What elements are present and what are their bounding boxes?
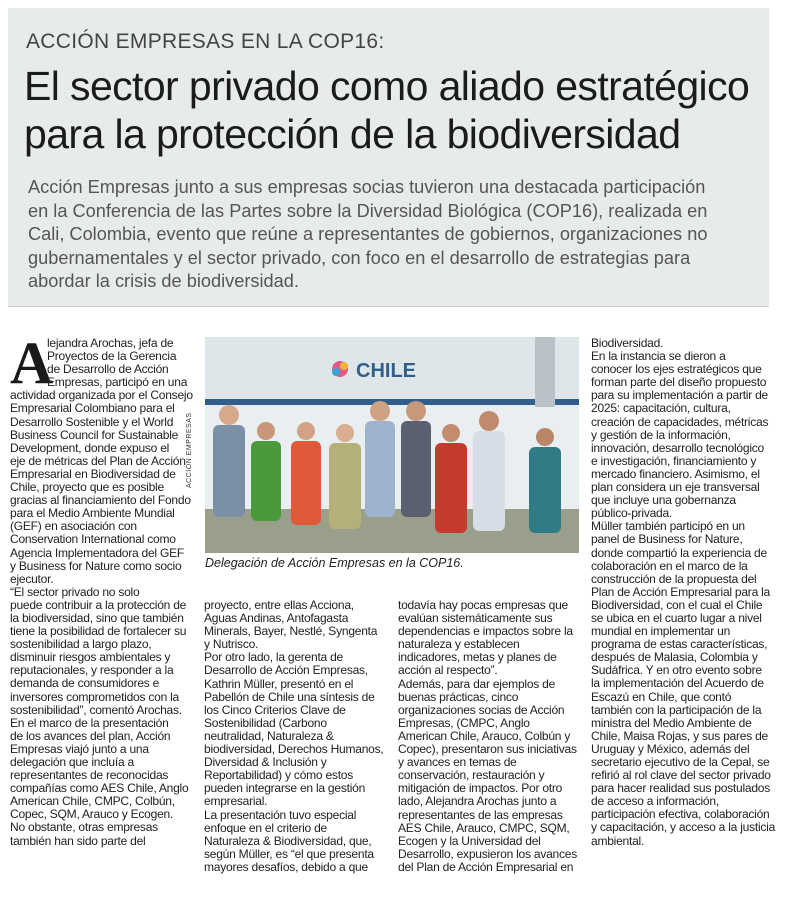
article-kicker: ACCIÓN EMPRESAS EN LA COP16: [26,30,385,53]
text-line: Además, para dar ejemplos de [398,676,556,691]
text-line: gracias al financiamiento del Fondo [10,493,191,508]
text-line: biodiversidad, Derechos Humanos, [204,742,384,757]
text-line: delegación que incluía a [10,755,134,769]
text-line: colaboración en el marco de la [591,558,748,573]
text-line: Chile, Maisa Rojas, y sus pares de [591,728,768,743]
text-line: evalúan sistemáticamente sus [398,611,553,626]
text-line: mundial en implementar un [591,624,731,639]
text-line: mitigación de impactos. Por otro [398,781,563,796]
text-line: Müller también participó en un [591,519,745,534]
text-line: Por otro lado, la gerenta de [204,650,343,665]
chile-sign: CHILE [356,360,416,382]
text-line: Desarrollo Sostenible y el World [10,414,174,429]
photo-credit: ACCIÓN EMPRESAS [186,412,193,488]
text-line: secretario ejecutivo de la Cepal, se [591,755,770,769]
text-line: representantes de reconocidas [10,768,169,783]
text-line: participación efectiva, colaboración [591,807,770,822]
body-column-1 [10,330,195,848]
text-line: según Müller, es “el que presenta [204,846,374,861]
text-line: de acceso a información, [591,794,719,809]
text-line: programa de estas características, [591,637,768,652]
text-line: y avances en temas de [398,755,517,770]
text-line: y capacitación, y acceso a la justicia [591,820,776,835]
text-line: Plan de Acción Empresarial para la [591,584,770,599]
lead-line: abordar la crisis de biodiversidad. [28,271,299,291]
text-line: ejecutor. [10,571,54,586]
article-lead [28,176,768,294]
text-line: tiene la posibilidad de fortalecer su [10,624,187,639]
text-line: para hacer realidad sus postulados [591,781,771,796]
text-line: American Chile, Arauco, Colbún y [398,728,571,743]
text-line: Empresas viajó junto a una [10,741,149,756]
text-line: naturaleza y establecen [398,637,520,652]
text-line: plan considera un eje transversal [591,480,760,495]
text-line: Ecogen y la Universidad del [398,833,541,848]
text-line: En el marco de la presentación [10,715,169,730]
text-line: sostenibilidad a largo plazo, [10,637,152,652]
text-line: Desarrollo de Acción Empresas, [204,663,368,678]
text-line: de Desarrollo de Acción [47,362,169,377]
text-line: Empresas, (CMPC, Anglo [398,715,530,730]
text-line: AES Chile, Arauco, CMPC, SQM, [398,820,570,835]
text-line: Desarrollo, expusieron los avances [398,846,577,861]
text-line: Copec), presentaron sus iniciativas [398,742,577,757]
text-line: Minerals, Bayer, Nestlé, Syngenta [204,624,378,639]
headline-line: para la protección de la biodiversidad [24,111,681,157]
text-line: acción al respecto”. [398,663,498,678]
text-line: y gestión de la información, [591,427,731,442]
text-line: No obstante, otras empresas [10,820,158,835]
text-line: mercado financiero. Asimismo, el [591,466,760,481]
text-line: 2025: capacitación, cultura, [591,401,731,416]
text-line: innovación, desarrollo tecnológico [591,440,764,455]
text-line: Kathrin Müller, presentó en el [204,676,354,691]
text-line: ambiental. [591,833,645,848]
text-line: compañías como AES Chile, Anglo [10,781,189,796]
text-line: Pabellón de Chile una síntesis de [204,689,375,704]
text-line: Uruguay y México, además del [591,741,750,756]
text-line: refirió al rol clave del sector privado [591,768,771,783]
lead-line: Acción Empresas junto a sus empresas socias tuvieron una destacada participación [28,177,706,197]
text-line: La presentación tuvo especial [204,807,357,822]
text-line: disminuir riesgos ambientales y [10,650,171,665]
text-line: Empresarial Colombiano para el [10,401,175,416]
text-line: organizaciones socias de Acción [398,702,565,717]
text-line: y Nutrisco. [204,637,259,652]
text-line: después de Malasia, Colombia y [591,650,758,665]
text-line: la biodiversidad, sino que también [10,610,184,625]
text-line: del Plan de Acción Empresarial en [398,859,574,874]
text-line: Business Council for Sustainable [10,427,179,442]
text-line: empresarial. [204,794,268,809]
delegation-photo [205,337,579,553]
text-line: En la instancia se dieron a [591,349,726,364]
text-line: se ubica en el cuarto lugar a nivel [591,610,762,625]
text-line: también con la participación de la [591,702,762,717]
text-line: American Chile, CMPC, Colbún, [10,794,175,809]
text-line: Aguas Andinas, Antofagasta [204,611,349,626]
text-line: construcción de la propuesta del [591,571,757,586]
text-line: para el Medio Ambiente Mundial [10,506,175,521]
text-line: Sudáfrica. Y en otro evento sobre [591,663,762,678]
text-line: mayores desafíos, debido a que [204,859,368,874]
text-line: dependencias e impactos sobre la [398,624,573,639]
lead-line: Cali, Colombia, evento que reúne a representantes de gobiernos, organizaciones no [28,224,708,244]
article-header [8,8,769,307]
text-line: Development, donde expuso el [10,440,170,455]
article-headline [24,62,764,158]
text-line: que incluye una gobernanza [591,493,736,508]
body-column-2 [204,599,394,874]
text-line: e investigación, financiamiento y [591,453,757,468]
text-line: eje de métricas del Plan de Acción [10,453,186,468]
photo-illustration [205,337,579,553]
text-line: Conservation International como [10,532,176,547]
text-line: proyecto, entre ellas Acciona, [204,598,354,612]
text-line: forman parte del diseño propuesto [591,375,767,390]
text-line: para su implementación a partir de [591,388,768,403]
text-line: Empresas, participó en una [47,375,188,390]
text-line: reputacionales, y responder a la [10,663,174,678]
text-line: Biodiversidad, con el cual el Chile [591,597,763,612]
text-line: enfoque en el criterio de [204,820,328,835]
text-line: la implementación del Acuerdo de [591,676,764,691]
text-line: actividad organizada por el Consejo [10,388,193,403]
text-line: Empresarial en Biodiversidad de [10,466,176,481]
lead-line: gubernamentales y el sector privado, con foco en el desarrollo de estrategias para [28,247,691,268]
text-line: todavía hay pocas empresas que [398,598,568,612]
text-line: Diversidad & Inclusión y [204,755,327,770]
text-line: también han sido parte del [10,833,146,848]
drop-cap: A [10,330,54,396]
text-line: Sostenibilidad (Carbono [204,715,327,730]
text-line: y Business for Nature como socio [10,558,182,573]
text-line: conocer los ejes estratégicos que [591,362,762,377]
text-line: los Cinco Criterios Clave de [204,702,346,717]
photo-caption: Delegación de Acción Empresas en la COP16. [205,556,464,570]
text-line: neutralidad, Naturaleza & [204,728,334,743]
lead-line: en la Conferencia de las Partes sobre la Diversidad Biológica (COP16), realizada en [28,200,708,221]
text-line: inversores comprometidos con la [10,689,180,704]
text-line: demanda de consumidores e [10,676,160,691]
text-line: Proyectos de la Gerencia [47,349,177,364]
headline-line: El sector privado como aliado estratégico [24,63,750,109]
text-line: pueden integrarse en la gestión [204,781,366,796]
text-line: ministra del Medio Ambiente de [591,715,752,730]
text-line: “El sector privado no solo [10,584,140,599]
text-line: conservación, restauración y [398,768,545,783]
text-line: sostenibilidad”, comentó Arochas. [10,702,182,717]
text-line: Copec, SQM, Arauco y Ecogen. [10,807,174,822]
cop16-logo-icon [332,361,348,377]
text-line: buenas prácticas, cinco [398,689,519,704]
text-line: (GEF) en asociación con [10,519,137,534]
body-column-4 [591,337,777,848]
text-line: creación de capacidades, métricas [591,414,769,429]
text-line: de los avances del plan, Acción [10,728,171,743]
text-line: indicadores, metas y planes de [398,650,557,665]
text-line: Naturaleza & Biodiversidad, que, [204,833,372,848]
text-line: Agencia Implementadora del GEF [10,545,184,560]
text-line: representantes de las empresas [398,807,563,822]
text-line: lejandra Arochas, jefa de [47,336,174,350]
text-line: público-privada. [591,506,673,521]
text-line: Biodiversidad. [591,336,664,350]
text-line: puede contribuir a la protección de [10,597,187,612]
text-line: Chile, proyecto que es posible [10,480,164,495]
text-line: Reportabilidad) y cómo estos [204,768,354,783]
text-line: Escazú en Chile, que contó [591,689,732,704]
text-line: lado, Alejandra Arochas junto a [398,794,557,809]
text-line: donde compartió la experiencia de [591,545,767,560]
body-column-3 [398,599,584,874]
text-line: panel de Business for Nature, [591,532,743,547]
